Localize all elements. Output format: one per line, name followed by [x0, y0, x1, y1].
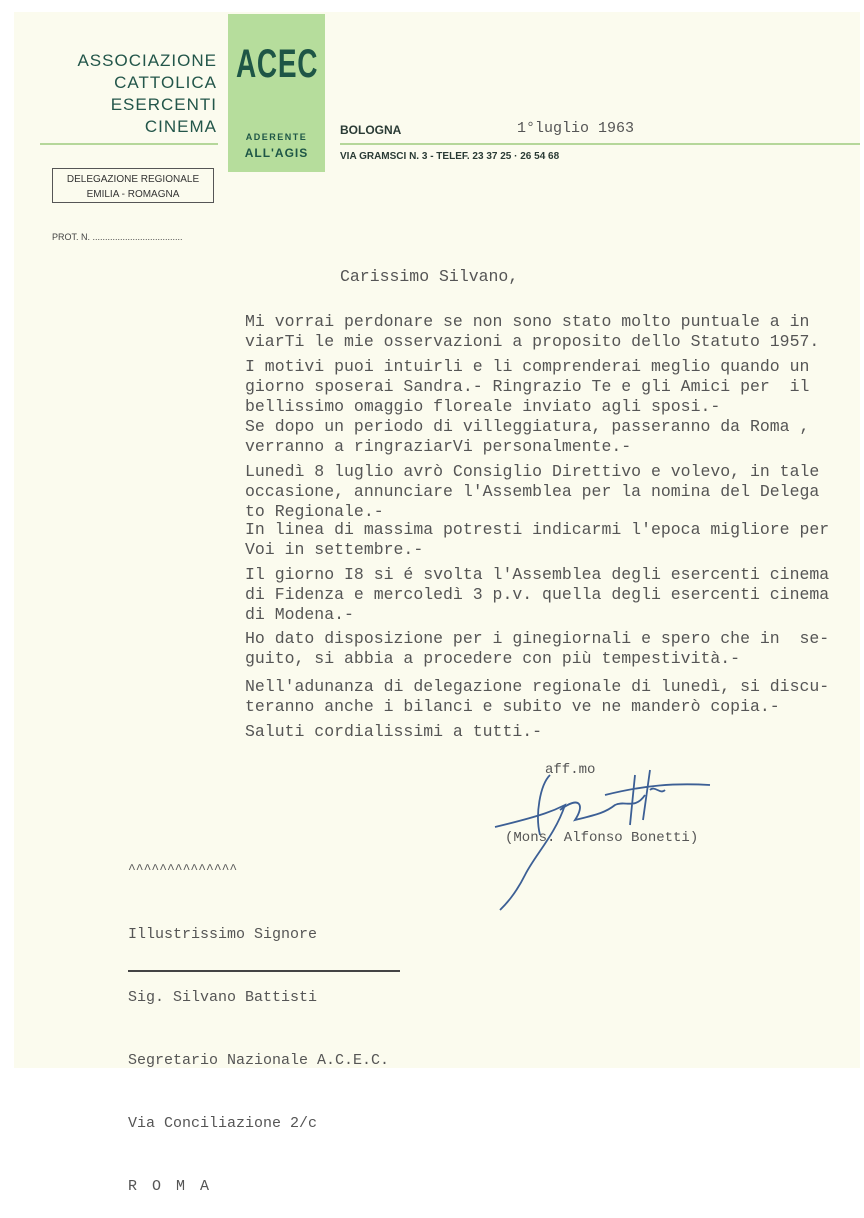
- paragraph-line: to Regionale.-: [245, 502, 384, 521]
- paragraph: [245, 677, 829, 717]
- header-rule: [340, 143, 860, 145]
- recipient-line: Sig. Silvano Battisti: [128, 989, 318, 1006]
- paragraph-line: Nell'adunanza di delegazione regionale di lunedì, si discu-: [245, 677, 830, 696]
- paragraph-line: occasione, annunciare l'Assemblea per la nomina del Delega: [245, 482, 820, 501]
- paragraph-line: di Modena.-: [245, 605, 354, 624]
- delegation-box: [52, 168, 214, 203]
- paragraph-line: verranno a ringraziarVi personalmente.-: [245, 437, 632, 456]
- aderente-label: ADERENTE: [245, 132, 308, 142]
- paragraph: [245, 462, 819, 522]
- separator: ^^^^^^^^^^^^^^: [128, 862, 238, 877]
- paragraph-line: Lunedì 8 luglio avrò Consiglio Direttivo e volevo, in tale: [245, 462, 820, 481]
- delegation-line: DELEGAZIONE REGIONALE: [66, 174, 200, 185]
- paragraph-line: Ho dato disposizione per i ginegiornali e spero che in se-: [245, 629, 830, 648]
- acec-logo: [228, 14, 325, 172]
- paragraph: [245, 565, 829, 625]
- paragraph-line: guito, si abbia a procedere con più tempestività.-: [245, 649, 741, 668]
- paragraph-line: Mi vorrai perdonare se non sono stato molto puntuale a in: [245, 312, 810, 331]
- recipient-city: R O M A: [128, 1178, 213, 1195]
- delegation-line: EMILIA - ROMAGNA: [86, 189, 180, 200]
- paragraph: [245, 629, 829, 669]
- recipient-line: Via Conciliazione 2/c: [128, 1115, 318, 1132]
- address-underline: [128, 970, 400, 972]
- logo-text: ACEC: [236, 42, 319, 86]
- paragraph-line: bellissimo omaggio floreale inviato agli sposi.-: [245, 397, 721, 416]
- signer-name: (Mons. Alfonso Bonetti): [505, 830, 699, 846]
- paragraph-line: di Fidenza e mercoledì 3 p.v. quella degli esercenti cinema: [245, 585, 830, 604]
- date: 1°luglio 1963: [517, 120, 635, 137]
- address: VIA GRAMSCI N. 3 - TELEF. 23 37 25 · 26 54 68: [340, 151, 560, 162]
- org-name: [77, 50, 217, 138]
- closing: aff.mo: [545, 762, 596, 778]
- paragraph-line: giorno sposerai Sandra.- Ringrazio Te e gli Amici per il: [245, 377, 810, 396]
- paragraph-line: I motivi puoi intuirli e li comprenderai meglio quando un: [245, 357, 810, 376]
- protocol-number: PROT. N. ....................................: [52, 232, 183, 242]
- org-line: ESERCENTI: [110, 95, 217, 114]
- city: BOLOGNA: [340, 123, 402, 137]
- recipient-line: Segretario Nazionale A.C.E.C.: [128, 1052, 390, 1069]
- salutation: Carissimo Silvano,: [340, 267, 519, 286]
- paragraph: [245, 312, 819, 352]
- org-line: CINEMA: [144, 117, 217, 136]
- paragraph: [245, 357, 809, 457]
- agis-label: ALL'AGIS: [244, 146, 309, 160]
- paragraph-line: In linea di massima potresti indicarmi l'epoca migliore per: [245, 520, 830, 539]
- paragraph-line: Se dopo un periodo di villeggiatura, passeranno da Roma ,: [245, 417, 810, 436]
- paragraph-line: Voi in settembre.-: [245, 540, 424, 559]
- paragraph-line: Il giorno I8 si é svolta l'Assemblea degli esercenti cinema: [245, 565, 830, 584]
- paragraph: [245, 520, 829, 560]
- org-line: CATTOLICA: [114, 73, 217, 92]
- paragraph-line: teranno anche i bilanci e subito ve ne manderò copia.-: [245, 697, 780, 716]
- org-line: ASSOCIAZIONE: [77, 51, 217, 70]
- paragraph-line: Saluti cordialissimi a tutti.-: [245, 722, 543, 741]
- header-rule: [40, 143, 218, 145]
- recipient-address: [128, 882, 389, 1218]
- recipient-line: Illustrissimo Signore: [128, 926, 318, 943]
- paragraph-line: viarTi le mie osservazioni a proposito dello Statuto 1957.: [245, 332, 820, 351]
- paragraph: [245, 722, 542, 742]
